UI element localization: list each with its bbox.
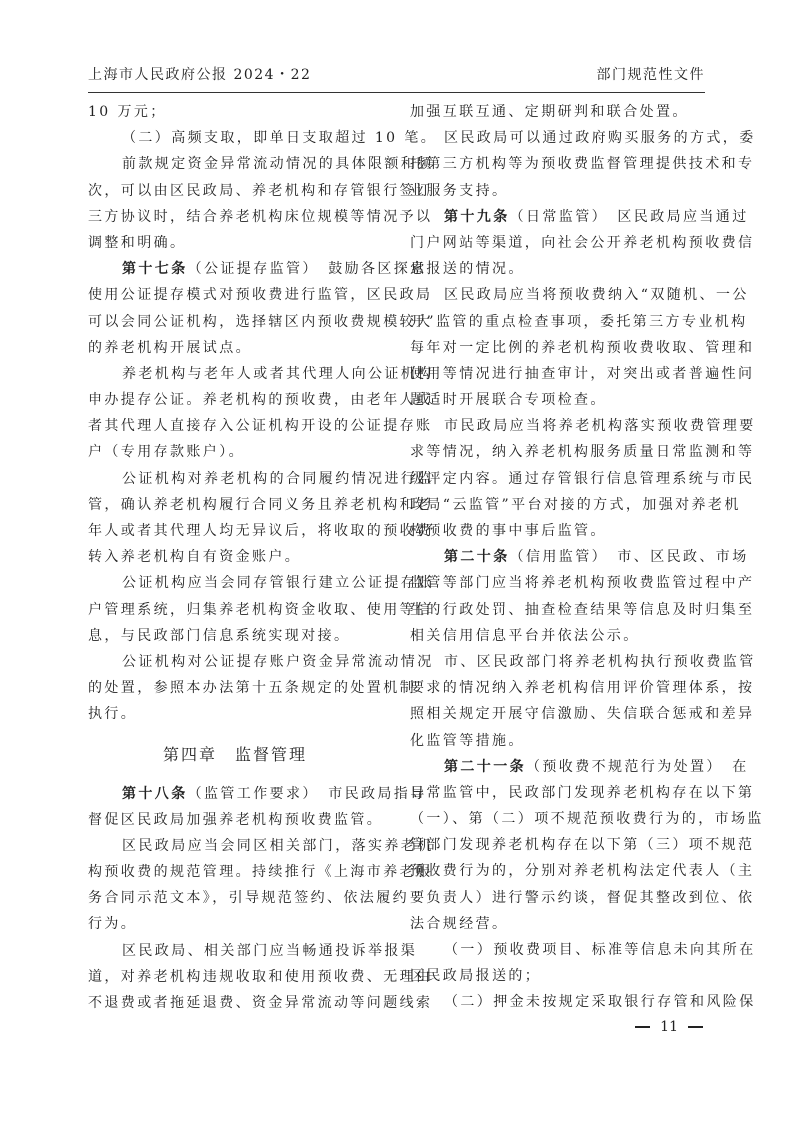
line-text: 户（专用存款账户）。 [88,444,245,461]
line-text: 可以会同公证机构，选择辖区内预收费规模较大 [88,313,433,330]
line-text: 日常监管中，民政部门发现养老机构存在以下第 [410,784,755,801]
line-text: （二）高频支取，即单日支取超过 10 笔。 [122,130,438,147]
text-line [410,675,755,701]
line-text: （公证提存监管） 鼓励各区探索 [187,261,427,278]
line-text: （信用监管） 市、区民政、市场 [509,549,749,566]
text-line [88,781,427,807]
text-line [88,439,382,465]
line-text: 公证机构对养老机构的合同履约情况进行监 [122,470,434,487]
section-title: 部门规范性文件 [596,67,705,83]
text-line [410,125,756,151]
line-text: 市、区民政部门将养老机构执行预收费监管 [444,653,756,670]
line-text: 预收费行为的，分别对养老机构法定代表人（主 [410,863,755,880]
text-line [88,675,416,701]
paragraph [88,833,434,938]
line-text: 每年对一定比例的养老机构预收费收取、管理和 [410,339,755,356]
line-text: 调整和明确。 [88,234,187,251]
text-line [410,728,704,754]
line-text: 构预收费的规范管理。持续推行《上海市养老服 [88,864,433,881]
line-text: 要负责人）进行警示约谈，督促其整改到位、依 [410,889,755,906]
text-line [410,570,755,596]
text-line [88,335,382,361]
text-line [88,964,433,990]
text-line [410,99,704,125]
paragraph [88,649,434,728]
line-text: 申办提存公证。养老机构的预收费，由老年人或 [88,392,433,409]
paragraph [88,570,434,649]
line-text: （二）押金未按规定采取银行存管和风险保 [444,994,756,1011]
line-text: 照相关规定开展守信激励、失信联合惩戒和差异 [410,706,755,723]
text-line [88,833,434,859]
text-line [410,335,755,361]
line-text: 开”监管的重点检查事项，委托第三方专业机构 [410,313,748,330]
text-line [410,963,704,989]
line-text: 业服务支持。 [410,182,509,199]
text-line [88,859,433,885]
text-line [88,387,433,413]
line-text: 年人或者其代理人均无异议后，将收取的预收费 [88,523,433,539]
header-divider [88,92,705,93]
text-line [410,701,755,727]
line-text: 道，对养老机构违规收取和使用预收费、无理由 [88,968,433,985]
text-line [410,989,756,1015]
line-text: 要求的情况纳入养老机构信用评价管理体系，按 [410,680,755,697]
text-line [88,544,382,570]
article-number: 第二十一条 [444,758,526,775]
text-line [88,256,427,282]
line-text: 市民政局应当将养老机构落实预收费管理要 [444,418,756,435]
text-line [410,544,749,570]
text-line [410,649,756,675]
text-line [410,413,756,439]
text-line [410,256,704,282]
text-line [88,178,433,204]
article-number: 第十七条 [122,261,188,278]
paragraph [410,937,756,989]
line-text: 化监管等措施。 [410,732,525,749]
line-text: （一）、第（二）项不规范预收费行为的，市场监 [410,811,764,828]
text-line [88,518,433,544]
line-text: （一）预收费项目、标准等信息未向其所在 [444,942,756,958]
line-text: 者其代理人直接存入公证机构开设的公证提存账 [88,418,433,435]
line-text: （日常监管） 区民政局应当通过 [509,208,749,225]
article-number: 第二十条 [444,549,510,566]
line-text: 不退费或者拖延退费、资金异常流动等问题线索 [88,995,433,1011]
text-line [88,649,434,675]
text-line [410,309,748,335]
line-text: 息报送的情况。 [410,261,525,278]
text-line [410,832,755,858]
line-text: 执行。 [88,706,138,723]
page-footer [635,1016,703,1038]
text-line [88,361,434,387]
text-line [410,937,756,963]
text-line [88,413,433,439]
paragraph [88,125,438,151]
text-line [88,125,438,151]
line-text: 养老机构与老年人或者其代理人向公证机构 [122,365,434,382]
paragraph [410,99,704,125]
article-paragraph [410,204,755,283]
line-text: 监管等部门应当将养老机构预收费监管过程中产 [410,575,755,592]
paragraph [88,938,433,1017]
text-line [410,780,755,806]
paragraph [88,151,434,256]
line-text: 使用等情况进行抽查审计，对突出或者普遍性问 [410,365,755,382]
article-number: 第十九条 [444,208,510,225]
line-text: 题适时开展联合专项检查。 [410,392,607,409]
text-line [410,885,755,911]
paragraph [410,649,756,754]
line-text: 生的行政处罚、抽查检查结果等信息及时归集至 [410,601,755,618]
text-line [410,361,755,387]
line-text: 公证机构对公证提存账户资金异常流动情况 [122,653,434,670]
text-line [410,597,755,623]
line-text: 的养老机构开展试点。 [88,339,252,356]
text-line [88,151,434,177]
text-line [88,701,382,727]
text-line [88,466,434,492]
text-line [88,623,382,649]
text-line [88,99,382,125]
line-text: 区民政局、相关部门应当畅通投诉举报渠 [122,942,418,959]
text-line [410,230,755,256]
paragraph [410,125,756,204]
line-text: 区民政局报送的； [410,968,542,985]
text-line [88,911,382,937]
article-paragraph [410,754,764,937]
line-text: 务合同示范文本》，引导规范签约、依法履约 [88,890,409,907]
line-text: 求等情况，纳入养老机构服务质量日常监测和等 [410,444,755,461]
line-text: 息，与民政部门信息系统实现对接。 [88,627,351,644]
text-line [88,990,433,1016]
line-text: 区民政局应当会同区相关部门，落实养老机 [122,837,434,854]
line-text: 10 万元； [88,104,167,120]
article-paragraph [88,256,433,361]
paragraph [88,99,382,125]
line-text: 前款规定资金异常流动情况的具体限额和频 [122,156,434,173]
paragraph [410,989,756,1015]
text-line [410,754,749,780]
text-line [410,911,704,937]
line-text: 督促区民政局加强养老机构预收费监管。 [88,811,384,828]
text-line [410,178,704,204]
publication-title: 上海市人民政府公报 2024・22 [88,67,312,83]
text-line [410,204,749,230]
line-text: 次，可以由区民政局、养老机构和存管银行签订 [88,182,433,199]
text-line [88,938,418,964]
article-number: 第十八条 [122,785,188,802]
text-line [410,492,741,518]
chapter-heading: 第四章 监督管理 [162,744,307,764]
text-line [410,151,755,177]
line-text: 行为。 [88,916,138,933]
line-text: 转入养老机构自有资金账户。 [88,549,302,566]
article-paragraph [410,544,755,649]
text-line [410,439,755,465]
line-text: 的处置，参照本办法第十五条规定的处置机制 [88,680,416,697]
paragraph [88,466,434,571]
dash-left [635,1026,650,1028]
paragraph [88,361,434,466]
text-line [410,623,704,649]
line-text: 门户网站等渠道，向社会公开养老机构预收费信 [410,234,755,251]
line-text: 区民政局可以通过政府购买服务的方式，委 [444,130,756,147]
text-line [88,492,433,518]
text-line [88,570,434,596]
text-line [88,309,433,335]
line-text: 管部门发现养老机构存在以下第（三）项不规范 [410,837,755,854]
line-text: 级评定内容。通过存管银行信息管理系统与市民 [410,470,755,487]
line-text: 户管理系统，归集养老机构资金收取、使用等信 [88,601,433,618]
text-line [88,230,382,256]
text-line [410,518,704,544]
text-line [410,806,764,832]
line-text: 区民政局应当将预收费纳入“双随机、一公 [444,287,749,304]
text-line [410,858,755,884]
text-line [410,282,749,308]
dash-right [688,1026,703,1028]
line-text: 三方协议时，结合养老机构床位规模等情况予以 [88,208,433,225]
text-line [88,597,433,623]
text-line [88,885,409,911]
text-line [88,282,433,308]
paragraph [410,413,756,544]
line-text: 托第三方机构等为预收费监督管理提供技术和专 [410,156,755,173]
page-number: 11 [660,1019,678,1035]
left-column [88,99,438,1016]
text-line [88,807,382,833]
text-line [88,204,433,230]
text-line [410,466,755,492]
right-column [410,99,764,1016]
line-text: 构预收费的事中事后监管。 [410,523,607,539]
line-text: （预收费不规范行为处置） 在 [526,758,749,775]
paragraph [410,282,755,413]
line-text: （监管工作要求） 市民政局指导 [187,785,427,802]
line-text: 使用公证提存模式对预收费进行监管，区民政局 [88,287,433,304]
line-text: 政局“云监管”平台对接的方式，加强对养老机 [410,496,741,513]
article-paragraph [88,781,427,833]
line-text: 管，确认养老机构履行合同义务且养老机构和老 [88,496,433,513]
line-text: 加强互联互通、定期研判和联合处置。 [410,104,689,120]
line-text: 相关信用信息平台并依法公示。 [410,627,640,644]
line-text: 法合规经营。 [410,915,509,932]
text-line [410,387,704,413]
line-text: 公证机构应当会同存管银行建立公证提存账 [122,575,434,592]
